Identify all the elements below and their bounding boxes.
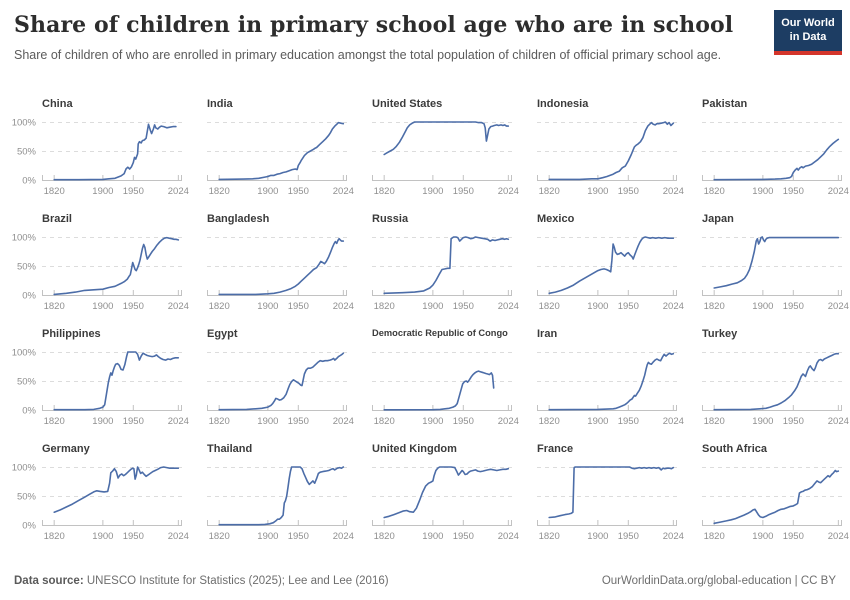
line-chart [537,467,684,543]
x-tick-label: 1950 [452,416,474,427]
x-tick-label: 1950 [287,186,309,197]
x-tick-label: 1950 [122,531,144,542]
x-tick-label: 1820 [703,301,725,312]
x-tick-label: 2024 [497,416,519,427]
x-tick-label: 1900 [257,416,279,427]
chart-title: Germany [42,443,90,455]
x-tick-label: 1900 [752,531,774,542]
data-line [714,139,838,179]
chart-title: Bangladesh [207,213,270,225]
x-tick-label: 1900 [92,186,114,197]
x-tick-label: 1900 [422,186,444,197]
chart-cell [11,213,189,313]
y-tick-label: 0% [22,290,36,302]
x-tick-label: 2024 [332,416,354,427]
x-tick-label: 1950 [122,416,144,427]
charts-grid [11,98,849,543]
y-tick-label: 50% [16,491,36,503]
x-tick-label: 2024 [497,531,519,542]
x-tick-label: 2024 [332,301,354,312]
x-tick-label: 1820 [208,186,230,197]
chart-cell [702,328,849,428]
chart-cell [11,98,189,198]
data-line [549,467,673,518]
x-tick-label: 1820 [373,301,395,312]
y-tick-label: 0% [22,405,36,417]
y-tick-label: 100% [11,232,36,244]
x-tick-label: 1900 [92,531,114,542]
line-chart [372,237,519,313]
x-tick-label: 1820 [43,531,65,542]
chart-title: Mexico [537,213,575,225]
chart-cell [702,98,849,198]
y-tick-label: 100% [11,117,36,129]
x-tick-label: 1950 [782,301,804,312]
y-tick-label: 50% [16,376,36,388]
line-chart [207,467,354,543]
chart-title: Russia [372,213,409,225]
chart-cell [372,98,519,198]
x-tick-label: 1900 [752,301,774,312]
line-chart [11,232,189,313]
chart-cell [372,328,519,428]
datasource-text: UNESCO Institute for Statistics (2025); Lee and Lee (2016) [83,575,389,587]
x-tick-label: 1820 [43,416,65,427]
x-tick-label: 1820 [538,186,560,197]
data-line [219,467,343,525]
x-tick-label: 1950 [617,186,639,197]
header [14,12,836,64]
x-tick-label: 2024 [167,531,189,542]
x-tick-label: 1950 [122,186,144,197]
x-tick-label: 1900 [257,531,279,542]
x-tick-label: 2024 [827,416,849,427]
footer-link[interactable]: OurWorldinData.org/global-education | CC BY [601,575,836,587]
x-tick-label: 2024 [167,416,189,427]
data-line [549,122,673,179]
x-tick-label: 1900 [587,416,609,427]
line-chart [372,467,519,543]
datasource-label: Data source: [14,575,84,587]
line-chart [11,347,189,428]
line-chart [702,237,849,313]
line-chart [372,122,519,198]
x-tick-label: 1900 [92,416,114,427]
x-tick-label: 1820 [373,531,395,542]
chart-title: Thailand [207,443,253,455]
x-tick-label: 1820 [538,416,560,427]
x-tick-label: 2024 [332,186,354,197]
x-tick-label: 1900 [752,186,774,197]
line-chart [11,117,189,198]
x-tick-label: 1900 [587,186,609,197]
x-tick-label: 1950 [122,301,144,312]
x-tick-label: 1820 [208,416,230,427]
x-tick-label: 2024 [662,531,684,542]
x-tick-label: 1950 [782,531,804,542]
owid-logo [774,10,842,55]
owid-logo-line1: Our World [781,17,835,29]
x-tick-label: 1820 [538,531,560,542]
chart-cell [11,328,189,428]
chart-cell [207,443,354,543]
x-tick-label: 1900 [257,301,279,312]
chart-cell [702,443,849,543]
x-tick-label: 1900 [257,186,279,197]
owid-logo-line2: in Data [789,30,827,43]
x-tick-label: 1950 [452,531,474,542]
x-tick-label: 1820 [703,531,725,542]
x-tick-label: 1820 [373,416,395,427]
chart-title: China [42,98,73,110]
chart-cell [702,213,849,313]
x-tick-label: 2024 [662,301,684,312]
line-chart [537,237,684,313]
x-tick-label: 1900 [422,416,444,427]
line-chart [702,122,849,198]
x-tick-label: 1900 [587,301,609,312]
x-tick-label: 1950 [782,186,804,197]
footer-datasource [14,575,389,587]
x-tick-label: 1820 [703,416,725,427]
x-tick-label: 1950 [287,531,309,542]
data-line [549,237,673,293]
x-tick-label: 1820 [703,186,725,197]
x-tick-label: 1950 [287,301,309,312]
y-tick-label: 0% [22,175,36,187]
x-tick-label: 1950 [452,301,474,312]
page-title: Share of children in primary school age who are in school [14,12,734,38]
data-line [54,467,178,512]
chart-title: Egypt [207,328,238,340]
data-line [714,237,838,288]
page-subtitle: Share of children of who are enrolled in primary education amongst the total population of children of official primary school age. [14,48,722,62]
line-chart [537,352,684,428]
line-chart [537,122,684,198]
chart-title: Indonesia [537,98,589,110]
y-tick-label: 100% [11,462,36,474]
y-tick-label: 0% [22,520,36,532]
x-tick-label: 2024 [662,416,684,427]
x-tick-label: 1950 [782,416,804,427]
x-tick-label: 1820 [43,186,65,197]
y-tick-label: 100% [11,347,36,359]
chart-title: Democratic Republic of Congo [372,328,508,338]
x-tick-label: 1950 [617,531,639,542]
x-tick-label: 1820 [208,531,230,542]
x-tick-label: 1950 [287,416,309,427]
data-line [54,352,178,410]
line-chart [702,467,849,543]
line-chart [372,352,519,428]
x-tick-label: 1820 [373,186,395,197]
x-tick-label: 2024 [167,301,189,312]
x-tick-label: 1900 [422,301,444,312]
footer [14,575,836,587]
x-tick-label: 1950 [452,186,474,197]
x-tick-label: 2024 [167,186,189,197]
chart-cell [537,213,684,313]
line-chart [11,462,189,543]
x-tick-label: 2024 [827,301,849,312]
chart-title: Pakistan [702,98,748,110]
chart-title: Philippines [42,328,101,340]
x-tick-label: 2024 [662,186,684,197]
data-line [384,122,508,155]
line-chart [207,237,354,313]
chart-cell [372,213,519,313]
chart-cell [537,443,684,543]
chart-title: United States [372,98,443,110]
data-line [384,467,508,518]
line-chart [702,352,849,428]
x-tick-label: 2024 [497,301,519,312]
x-tick-label: 1900 [92,301,114,312]
line-chart [207,352,354,428]
data-line [384,237,508,293]
x-tick-label: 1820 [208,301,230,312]
x-tick-label: 1820 [43,301,65,312]
line-chart [207,122,354,198]
chart-cell [11,443,189,543]
x-tick-label: 1820 [538,301,560,312]
chart-title: India [207,98,233,110]
chart-cell [537,98,684,198]
x-tick-label: 1900 [752,416,774,427]
chart-cell [207,213,354,313]
chart-cell [207,98,354,198]
data-line [384,371,494,410]
x-tick-label: 2024 [497,186,519,197]
chart-title: Turkey [702,328,738,340]
x-tick-label: 1900 [422,531,444,542]
x-tick-label: 1900 [587,531,609,542]
x-tick-label: 2024 [332,531,354,542]
y-tick-label: 50% [16,146,36,158]
chart-title: Iran [537,328,558,340]
x-tick-label: 1950 [617,416,639,427]
chart-title: France [537,443,574,455]
x-tick-label: 2024 [827,186,849,197]
chart-cell [537,328,684,428]
chart-title: United Kingdom [372,443,457,455]
y-tick-label: 50% [16,261,36,273]
chart-cell [372,443,519,543]
x-tick-label: 1950 [617,301,639,312]
chart-title: South Africa [702,443,767,455]
chart-title: Brazil [42,213,72,225]
chart-title: Japan [702,213,734,225]
chart-cell [207,328,354,428]
x-tick-label: 2024 [827,531,849,542]
